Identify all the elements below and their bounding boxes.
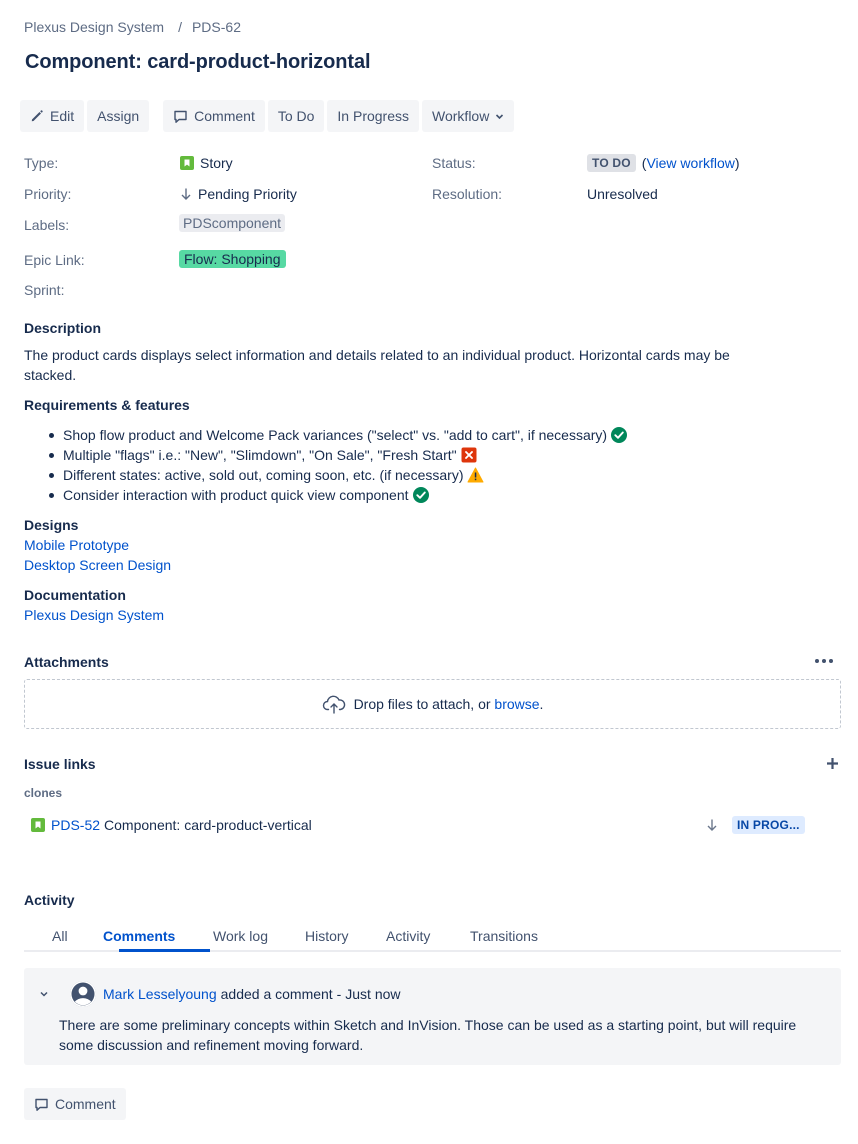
cross-icon (461, 447, 477, 463)
workflow-dropdown[interactable] (422, 100, 514, 132)
priority-value (180, 186, 297, 202)
page-title: Component: card-product-horizontal (25, 51, 371, 73)
label-pill[interactable]: PDScomponent (179, 214, 285, 232)
type-value-text: Story (200, 155, 233, 171)
arrow-down-icon (706, 818, 718, 832)
workflow-dropdown-label: Workflow (432, 108, 490, 124)
active-tab-indicator (119, 949, 210, 952)
comment-icon (173, 109, 188, 124)
comment-header (39, 981, 401, 1007)
comment-button[interactable] (163, 100, 265, 132)
activity-heading: Activity (24, 892, 75, 908)
assign-button[interactable] (87, 100, 149, 132)
to-do-button-label: To Do (277, 108, 315, 124)
breadcrumb-project[interactable]: Plexus Design System (24, 19, 165, 35)
resolution-value: Unresolved (587, 186, 658, 202)
priority-label: Priority: (24, 186, 72, 202)
list-item (48, 425, 627, 445)
drop-period: . (539, 696, 544, 712)
status-label: Status: (432, 155, 476, 171)
linked-issue-summary: Component: card-product-vertical (104, 817, 312, 833)
linked-status-badge: IN PROG... (732, 816, 805, 834)
edit-button-label: Edit (50, 108, 75, 124)
list-item (48, 485, 627, 505)
status-value (587, 154, 740, 172)
attachment-dropzone[interactable] (24, 679, 841, 729)
tab-work-log[interactable]: Work log (213, 928, 268, 944)
comment-body: There are some preliminary concepts within Sketch and InVision. Those can be used as a starting point, but will require some discussion and refinement moving forward. (59, 1017, 797, 1053)
story-icon (180, 156, 194, 170)
tab-activity[interactable]: Activity (386, 928, 431, 944)
view-workflow-link[interactable]: View workflow (646, 155, 735, 171)
avatar[interactable] (70, 981, 96, 1007)
labels-label: Labels: (24, 217, 70, 233)
comment-author[interactable]: Mark Lesselyoung (103, 986, 217, 1002)
warning-icon (467, 467, 484, 483)
view-workflow-wrapper (642, 155, 740, 171)
sprint-label: Sprint: (24, 282, 65, 298)
type-label: Type: (24, 155, 59, 171)
breadcrumb-issue-key[interactable]: PDS-62 (191, 19, 241, 35)
requirement-text: Multiple "flags" i.e.: "New", "Slimdown", "On Sale", "Fresh Start" (63, 447, 457, 463)
arrow-down-icon (180, 187, 192, 201)
link-relation-label: clones (24, 786, 63, 800)
comment-action: added a comment - (220, 986, 342, 1002)
assign-button-label: Assign (97, 108, 140, 124)
comment-icon (34, 1097, 49, 1112)
priority-value-text: Pending Priority (198, 186, 297, 202)
description-heading: Description (24, 320, 102, 336)
issue-links-heading: Issue links (24, 756, 96, 772)
desktop-screen-design-link[interactable]: Desktop Screen Design (24, 557, 172, 573)
list-item (48, 445, 627, 465)
status-badge: TO DO (587, 154, 636, 172)
breadcrumb (24, 19, 241, 35)
in-progress-button-label: In Progress (337, 108, 410, 124)
comment-time: Just now (345, 986, 401, 1002)
attachments-heading: Attachments (24, 654, 109, 670)
browse-link[interactable]: browse (494, 696, 540, 712)
requirement-text: Shop flow product and Welcome Pack variances ("select" vs. "add to cart", if necessary) (63, 427, 608, 443)
plus-icon[interactable] (826, 757, 839, 770)
issue-link-row[interactable] (24, 812, 841, 838)
dropzone-text (354, 696, 544, 712)
user-avatar-icon (70, 981, 96, 1007)
tab-history[interactable]: History (305, 928, 349, 944)
requirement-text: Different states: active, sold out, coming soon, etc. (if necessary) (63, 467, 464, 483)
breadcrumb-separator: / (178, 19, 182, 35)
mobile-prototype-link[interactable]: Mobile Prototype (24, 537, 130, 553)
type-value (180, 155, 233, 171)
cloud-upload-icon (322, 694, 346, 714)
more-options-icon[interactable] (815, 659, 833, 663)
requirements-heading: Requirements & features (24, 397, 190, 413)
tab-all[interactable]: All (52, 928, 68, 944)
comment-card (24, 968, 841, 1065)
epic-link-label: Epic Link: (24, 252, 85, 268)
description-text: The product cards displays select information and details related to an individual product. Horizontal cards may be stacked. (24, 347, 730, 383)
tab-transitions[interactable]: Transitions (470, 928, 538, 944)
add-comment-button-label: Comment (55, 1096, 116, 1112)
documentation-link[interactable]: Plexus Design System (24, 607, 165, 623)
chevron-down-icon[interactable] (39, 989, 49, 999)
issue-toolbar (20, 100, 514, 132)
chevron-down-icon (495, 112, 504, 121)
in-progress-button[interactable] (327, 100, 419, 132)
tab-comments[interactable]: Comments (103, 928, 176, 944)
designs-heading: Designs (24, 517, 79, 533)
to-do-button[interactable] (268, 100, 325, 132)
check-icon (611, 427, 627, 443)
requirements-list (48, 425, 627, 505)
drop-text: Drop files to attach, or (353, 696, 491, 712)
view-workflow-close-paren: ) (734, 155, 740, 171)
linked-issue-key[interactable]: PDS-52 (51, 817, 101, 833)
add-comment-button[interactable] (24, 1088, 126, 1120)
pencil-icon (30, 109, 44, 123)
resolution-label: Resolution: (432, 186, 503, 202)
comment-button-label: Comment (194, 108, 255, 124)
check-icon (413, 487, 429, 503)
epic-link-value (179, 250, 286, 268)
activity-tabs (24, 924, 841, 952)
requirement-text: Consider interaction with product quick view component (63, 487, 409, 503)
labels-value (179, 214, 285, 232)
edit-button[interactable] (20, 100, 84, 132)
epic-pill[interactable]: Flow: Shopping (179, 250, 286, 268)
view-workflow-open-paren: ( (641, 155, 647, 171)
documentation-heading: Documentation (24, 587, 126, 603)
list-item (48, 465, 627, 485)
story-icon (31, 818, 45, 832)
